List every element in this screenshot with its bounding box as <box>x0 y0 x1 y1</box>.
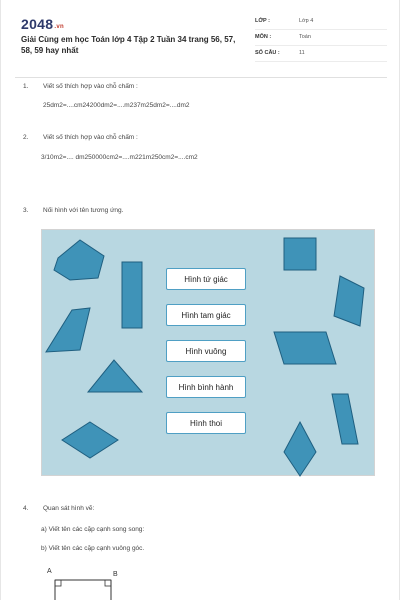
logo-text: 2048 <box>21 16 54 32</box>
question-number: 3. <box>23 207 29 214</box>
meta-key: LỚP : <box>255 18 270 24</box>
question-text: Quan sát hình vẽ: <box>43 505 95 512</box>
meta-key: SỐ CÂU : <box>255 50 280 56</box>
parallelogram-shape <box>46 308 90 352</box>
tall-parallelogram-shape <box>332 394 358 444</box>
meta-table <box>255 16 387 64</box>
meta-row-count <box>255 48 387 62</box>
site-logo[interactable] <box>21 16 64 32</box>
question-number: 1. <box>23 83 29 90</box>
rectangle-diagram <box>51 576 121 600</box>
question-4-part-b: b) Viết tên các cặp cạnh vuông góc. <box>41 545 145 552</box>
rhombus-shape-left <box>62 422 118 458</box>
document-header <box>15 12 387 78</box>
question-2 <box>23 134 138 141</box>
question-4 <box>23 505 94 512</box>
question-number: 2. <box>23 134 29 141</box>
question-1 <box>23 83 138 90</box>
label-square[interactable]: Hình vuông <box>166 340 246 362</box>
hexagon-shape <box>54 240 104 280</box>
shapes-image <box>41 229 375 476</box>
meta-value: 11 <box>299 50 305 56</box>
meta-value: Lớp 4 <box>299 18 314 24</box>
question-2-answer: 3/10m2=.... dm250000cm2=....m221m250cm2=....cm2 <box>41 154 198 161</box>
question-number: 4. <box>23 505 29 512</box>
triangle-shape <box>88 360 142 392</box>
parallelogram-shape-right <box>274 332 336 364</box>
logo-tld: .vn <box>54 24 64 30</box>
meta-value: Toán <box>299 34 311 40</box>
meta-key: MÔN : <box>255 34 272 40</box>
question-1-answer: 25dm2=....cm24200dm2=....m237m25dm2=....dm2 <box>43 102 190 109</box>
vertex-a-label: A <box>47 568 52 575</box>
label-triangle[interactable]: Hình tam giác <box>166 304 246 326</box>
square-shape <box>284 238 316 270</box>
vertical-rectangle-shape <box>122 262 142 328</box>
question-text: Viết số thích hợp vào chỗ chấm : <box>43 83 138 90</box>
question-text: Viết số thích hợp vào chỗ chấm : <box>43 134 138 141</box>
vertex-b-label: B <box>113 571 118 578</box>
question-text: Nối hình với tên tương ứng. <box>43 207 124 214</box>
label-parallelogram[interactable]: Hình bình hành <box>166 376 246 398</box>
question-3 <box>23 207 123 214</box>
quadrilateral-shape <box>334 276 364 326</box>
label-quadrilateral[interactable]: Hình tứ giác <box>166 268 246 290</box>
meta-row-class <box>255 16 387 30</box>
meta-row-subject <box>255 32 387 46</box>
rhombus-shape-right <box>284 422 316 476</box>
question-4-part-a: a) Viết tên các cặp cạnh song song: <box>41 526 145 533</box>
label-rhombus[interactable]: Hình thoi <box>166 412 246 434</box>
page-title: Giải Cùng em học Toán lớp 4 Tập 2 Tuần 34 trang 56, 57, 58, 59 hay nhất <box>21 35 236 55</box>
